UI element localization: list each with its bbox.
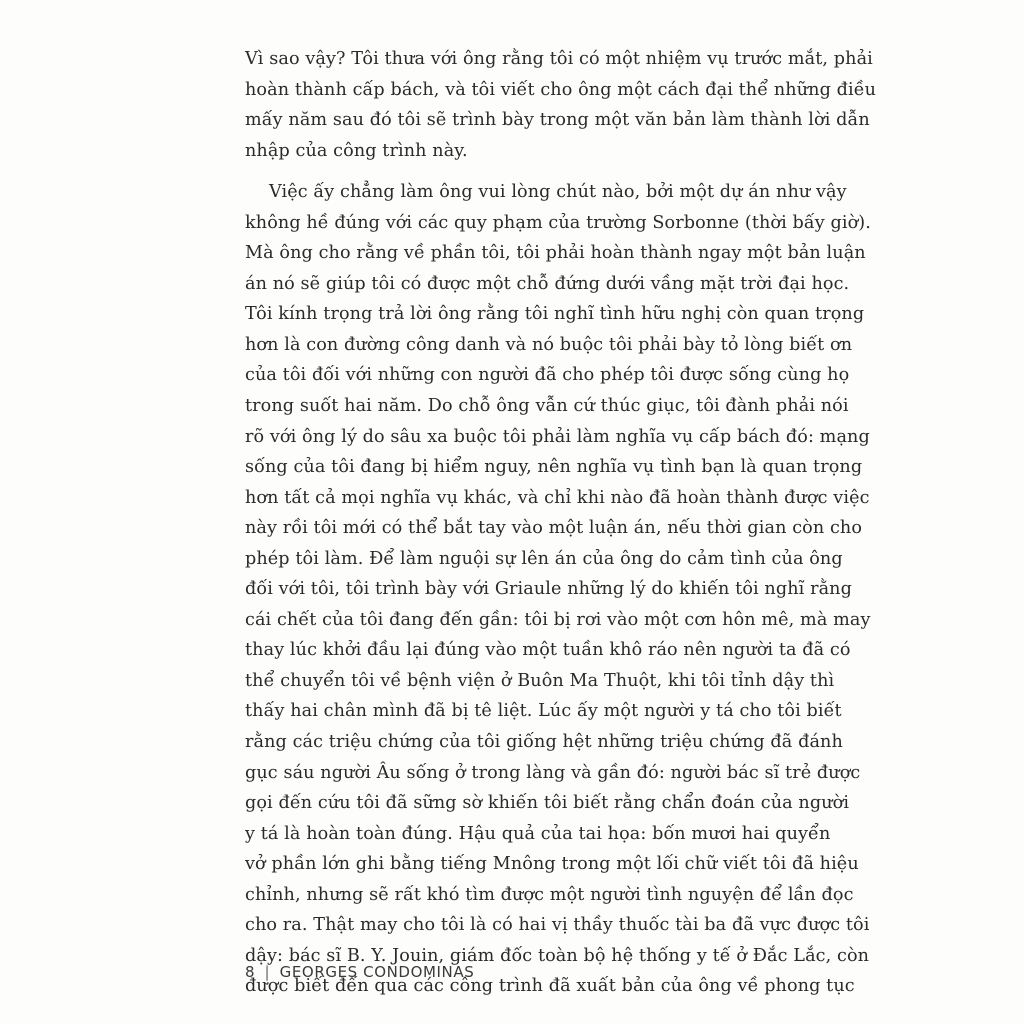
text-line: thể chuyển tôi về bệnh viện ở Buôn Ma Thuột, khi tôi tỉnh dậy thì xyxy=(245,670,835,691)
text-line: hơn là con đường công danh và nó buộc tôi phải bày tỏ lòng biết ơn xyxy=(245,334,853,355)
text-line: nhập của công trình này. xyxy=(245,140,468,161)
text-line: thấy hai chân mình đã bị tê liệt. Lúc ấy một người y tá cho tôi biết xyxy=(245,701,842,722)
text-line: này rồi tôi mới có thể bắt tay vào một luận án, nếu thời gian còn cho xyxy=(245,518,863,539)
text-line: của tôi đối với những con người đã cho phép tôi được sống cùng họ xyxy=(245,365,850,386)
text-line: được biết đến qua các công trình đã xuất bản của ông về phong tục xyxy=(245,976,855,997)
text-line: Mà ông cho rằng về phần tôi, tôi phải hoàn thành ngay một bản luận xyxy=(245,243,866,264)
text-line: cái chết của tôi đang đến gần: tôi bị rơi vào một cơn hôn mê, mà may xyxy=(245,609,871,630)
text-line: án nó sẽ giúp tôi có được một chỗ đứng dưới vầng mặt trời đại học. xyxy=(245,273,850,294)
text-line: dậy: bác sĩ B. Y. Jouin, giám đốc toàn bộ hệ thống y tế ở Đắc Lắc, còn xyxy=(245,945,870,966)
text-line: mấy năm sau đó tôi sẽ trình bày trong một văn bản làm thành lời dẫn xyxy=(245,110,870,131)
paragraph xyxy=(245,44,877,166)
text-line: vở phần lớn ghi bằng tiếng Mnông trong một lối chữ viết tôi đã hiệu xyxy=(245,854,859,875)
text-line: cho ra. Thật may cho tôi là có hai vị thầy thuốc tài ba đã vực được tôi xyxy=(245,915,870,936)
paragraph-gap xyxy=(245,166,815,177)
text-line: rằng các triệu chứng của tôi giống hệt những triệu chứng đã đánh xyxy=(245,732,843,753)
text-line: gục sáu người Âu sống ở trong làng và gần đó: người bác sĩ trẻ được xyxy=(245,762,861,783)
running-footer xyxy=(245,960,474,984)
text-line: y tá là hoàn toàn đúng. Hậu quả của tai họa: bốn mươi hai quyển xyxy=(245,823,831,844)
text-line: Tôi kính trọng trả lời ông rằng tôi nghĩ tình hữu nghị còn quan trọng xyxy=(245,304,865,325)
text-line: hoàn thành cấp bách, và tôi viết cho ông một cách đại thể những điều xyxy=(245,79,877,100)
paragraph xyxy=(245,177,871,1002)
text-line: Vì sao vậy? Tôi thưa với ông rằng tôi có một nhiệm vụ trước mắt, phải xyxy=(245,49,873,69)
text-line: gọi đến cứu tôi đã sững sờ khiến tôi biết rằng chẩn đoán của người xyxy=(245,793,850,814)
text-line: đối với tôi, tôi trình bày với Griaule những lý do khiến tôi nghĩ rằng xyxy=(245,579,852,600)
text-line: sống của tôi đang bị hiểm nguy, nên nghĩa vụ tình bạn là quan trọng xyxy=(245,457,863,478)
text-line: rõ với ông lý do sâu xa buộc tôi phải làm nghĩa vụ cấp bách đó: mạng xyxy=(245,426,870,447)
text-line: chỉnh, nhưng sẽ rất khó tìm được một người tình nguyện để lần đọc xyxy=(245,884,854,905)
text-line: trong suốt hai năm. Do chỗ ông vẫn cứ thúc giục, tôi đành phải nói xyxy=(245,396,849,417)
page-number: 8 xyxy=(245,963,255,981)
text-line: thay lúc khởi đầu lại đúng vào một tuần khô ráo nên người ta đã có xyxy=(245,640,851,661)
text-line: hơn tất cả mọi nghĩa vụ khác, và chỉ khi nào đã hoàn thành được việc xyxy=(245,487,870,508)
footer-separator: | xyxy=(264,963,270,981)
text-line: Việc ấy chẳng làm ông vui lòng chút nào, bởi một dự án như vậy xyxy=(269,182,847,203)
author-name: GEORGES CONDOMINAS xyxy=(279,963,475,981)
text-line: không hề đúng với các quy phạm của trường Sorbonne (thời bấy giờ). xyxy=(245,212,871,233)
body-text xyxy=(245,44,877,1002)
text-line: phép tôi làm. Để làm nguội sự lên án của ông do cảm tình của ông xyxy=(245,548,843,569)
